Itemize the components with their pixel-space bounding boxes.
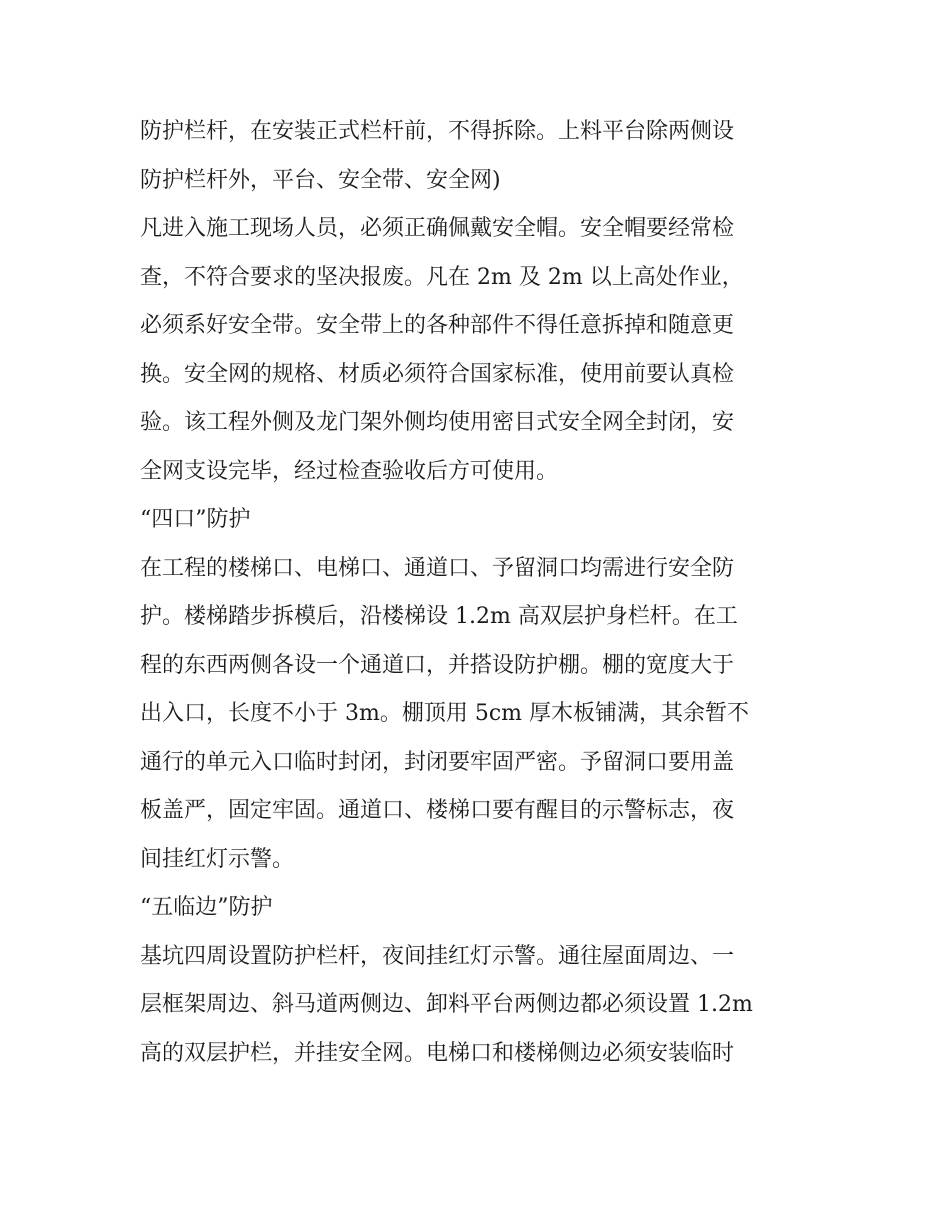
text-line: 程的东西两侧各设一个通道口，并搭设防护棚。棚的宽度大于: [140, 652, 735, 678]
text-line: 间挂红灯示警。: [140, 846, 295, 872]
text-line: 验。该工程外侧及龙门架外侧均使用密目式安全网全封闭，安: [140, 410, 735, 435]
text-line: 防护栏杆，在安装正式栏杆前，不得拆除。上料平台除两侧设: [140, 119, 735, 144]
text-line: 凡进入施工现场人员，必须正确佩戴安全帽。安全帽要经常检: [140, 216, 735, 241]
text-line: 全网支设完毕，经过检查验收后方可使用。: [140, 458, 559, 484]
text-line: 高的双层护栏，并挂安全网。电梯口和楼梯侧边必须安装临时: [140, 1040, 735, 1066]
text-line: 换。安全网的规格、材质必须符合国家标准，使用前要认真检: [140, 361, 735, 387]
text-line: 防护栏杆外，平台、安全带、安全网): [140, 167, 501, 193]
document-page: [140, 108, 830, 1078]
section-heading-four-openings: “四口”防护: [140, 507, 251, 532]
text-line: 查，不符合要求的坚决报废。凡在 2m 及 2m 以上高处作业，: [140, 264, 744, 290]
text-line: 板盖严，固定牢固。通道口、楼梯口要有醒目的示警标志，夜: [140, 798, 735, 823]
text-line: 层框架周边、斜马道两侧边、卸料平台两侧边都必须设置 1.2m: [140, 992, 753, 1017]
text-line: 基坑四周设置防护栏杆，夜间挂红灯示警。通往屋面周边、一: [140, 943, 735, 969]
text-line: 护。楼梯踏步拆模后，沿楼梯设 1.2m 高双层护身栏杆。在工: [140, 604, 738, 629]
text-line: 出入口，长度不小于 3m。棚顶用 5cm 厚木板铺满，其余暂不: [140, 701, 750, 726]
text-line: 通行的单元入口临时封闭，封闭要牢固严密。予留洞口要用盖: [140, 749, 735, 775]
text-line: 必须系好安全带。安全带上的各种部件不得任意拆掉和随意更: [140, 313, 735, 338]
section-heading-five-edges: “五临边”防护: [140, 895, 273, 920]
text-line: 在工程的楼梯口、电梯口、通道口、予留洞口均需进行安全防: [140, 555, 735, 581]
